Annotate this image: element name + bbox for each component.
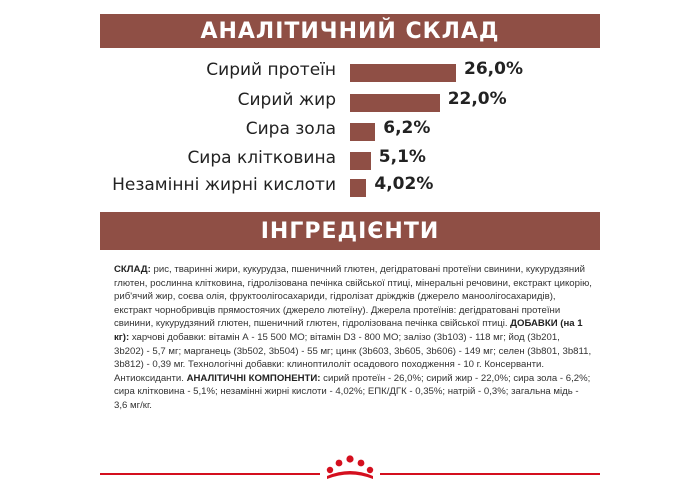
ingredients-title-banner xyxy=(100,212,600,250)
analysis-row xyxy=(0,146,700,176)
analysis-title: АНАЛІТИЧНИЙ СКЛАД xyxy=(200,18,500,44)
analysis-row xyxy=(0,117,700,147)
footer-line-left xyxy=(100,473,320,475)
analysis-value: 4,02% xyxy=(374,174,434,194)
footer-line-right xyxy=(380,473,600,475)
composition-label: СКЛАД: xyxy=(114,264,151,275)
ingredients-title: ІНГРЕДІЄНТИ xyxy=(260,218,440,244)
analysis-row xyxy=(0,58,700,88)
analysis-value: 22,0% xyxy=(447,89,507,109)
analysis-bar xyxy=(350,152,371,170)
analysis-bar xyxy=(350,123,375,141)
analysis-label: Сира клітковина xyxy=(187,148,336,168)
analysis-label: Незамінні жирні кислоти xyxy=(112,175,336,195)
royal-canin-crown-icon xyxy=(322,452,378,482)
analysis-bar xyxy=(350,94,440,112)
analysis-value: 6,2% xyxy=(383,118,431,138)
composition-text: рис, тваринні жири, кукурудза, пшеничний глютен, дегідратовані протеїни свинини, кукурудзяний глютен, рослинна клітковина, гідролізована печінка свійської птиці, мінеральні речовини, екстракт цикорію, риб'ячий жир, соєва олія, фруктоолігосахариди, гідролізат дріжджів (джерело маноолігосахаридів), екстракт чорнобривців прямостоячих (джерело лютеїну). Джерела протеїнів: дегідратовані протеїни свинини, кукурудзяний глютен, пшеничний глютен, гідролізована печінка свійської птиці. xyxy=(114,264,592,330)
components-label: АНАЛІТИЧНІ КОМПОНЕНТИ: xyxy=(186,372,321,384)
analysis-label: Сирий протеїн xyxy=(206,60,336,80)
analysis-label: Сира зола xyxy=(245,119,336,139)
analysis-bar xyxy=(350,64,456,82)
additives-text: харчові добавки: вітамін А - 15 500 МО; вітамін D3 - 800 МО; залізо (3b103) - 118 мг; йод (3b201, 3b202) - 5,7 мг; марганець (3b502, 3b504) - 55 мг; цинк (3b603, 3b605, 3b606) - 149 мг; селен (3b801, 3b811, 3b812) - 0,39 мг. Технологічні добавки: клиноптилоліт осадового походження - 10 г. Консерванти. Антиоксиданти. xyxy=(114,331,592,384)
additives-label: ДОБАВКИ (на 1 кг): xyxy=(114,318,583,343)
analysis-row xyxy=(0,173,700,203)
analysis-title-banner xyxy=(100,14,600,48)
analysis-bar xyxy=(350,179,366,197)
analysis-row xyxy=(0,88,700,118)
analysis-value: 5,1% xyxy=(378,147,426,167)
components-text: сирий протеїн - 26,0%; сирий жир - 22,0%; сира зола - 6,2%; сира клітковина - 5,1%; незамінні жирні кислоти - 4,02%; ЕПК/ДГК - 0,35%; натрій - 0,3%; загальна мідь - 3,6 мг/кг. xyxy=(114,372,591,411)
analysis-label: Сирий жир xyxy=(237,90,336,110)
analysis-value: 26,0% xyxy=(464,59,523,79)
ingredients-text xyxy=(114,263,592,413)
